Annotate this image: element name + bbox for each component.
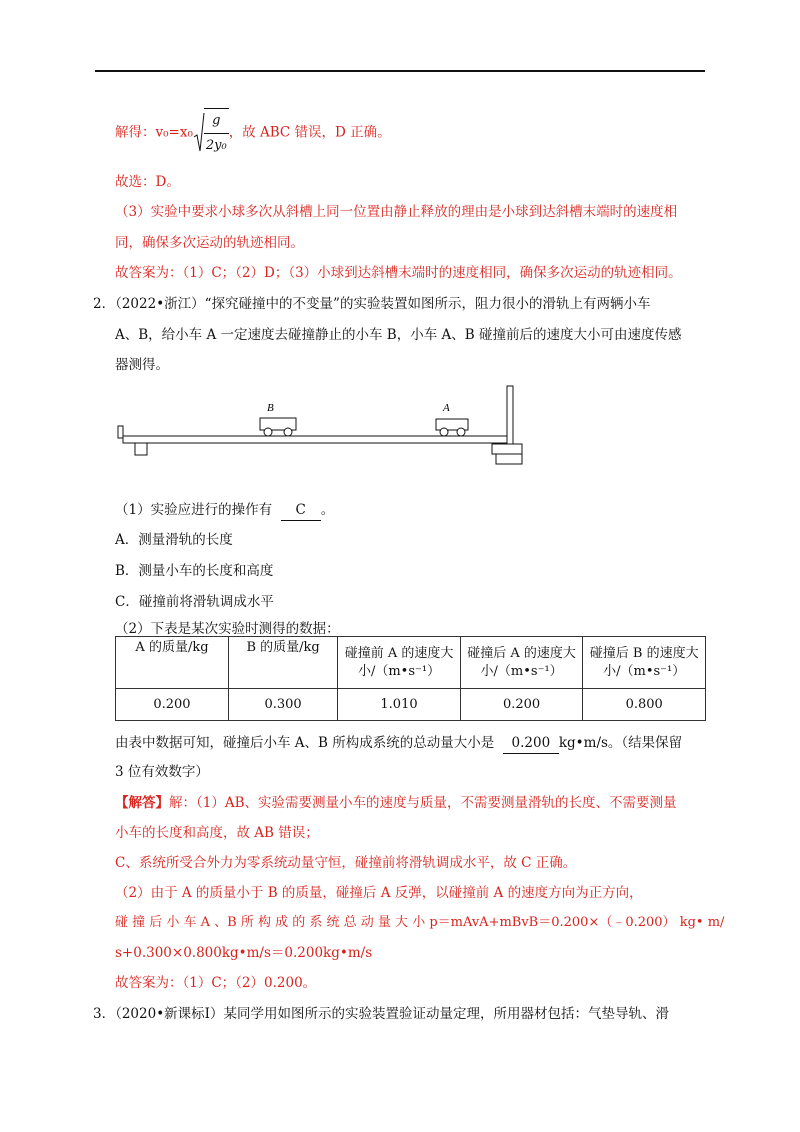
- table-cell: 0.300: [228, 689, 337, 721]
- cart-b-label: B: [267, 402, 274, 414]
- option-b: B．测量小车的长度和高度: [115, 563, 274, 579]
- question2-line2: A、B，给小车 A 一定速度去碰撞静止的小车 B，小车 A、B 碰撞前后的速度大小可由速度传感: [115, 327, 682, 343]
- table-cell: 1.010: [338, 689, 461, 721]
- left-end-stop: [118, 426, 123, 438]
- left-support: [135, 443, 147, 455]
- table-cell: 0.200: [460, 689, 583, 721]
- table-row: [116, 689, 706, 721]
- solution2-line7: 故答案为：（1）C；（2）0.200。: [115, 975, 317, 991]
- solution-tag: 【解答】: [115, 795, 169, 811]
- table-header-cell: 碰撞前 A 的速度大 小/（m•s⁻¹）: [338, 637, 461, 689]
- table-cell: 0.800: [583, 689, 706, 721]
- cart-a-label: A: [443, 402, 450, 414]
- question2-line3: 器测得。: [115, 357, 169, 373]
- frac-numerator: g: [204, 109, 229, 134]
- right-post: [507, 386, 513, 452]
- cart-b: [260, 402, 296, 436]
- data-table: [115, 636, 706, 721]
- solution1-answer: 故答案为：（1）C；（2）D；（3）小球到达斜槽末端时的速度相同，确保多次运动的轨迹相同。: [115, 265, 682, 281]
- solution2-line5: 碰 撞 后 小 车 A 、B 所 构 成 的 系 统 总 动 量 大 小 p＝mAvA+mBvB＝0.200×（﹣0.200） kg• m/: [115, 915, 725, 930]
- question2-sub2-line2: 3 位有效数字）: [115, 764, 209, 780]
- sub1-answer-blank: C: [281, 500, 321, 521]
- question2-sub2-line: 由表中数据可知，碰撞后小车 A、B 所构成系统的总动量大小是 0.200 kg•m/s。（结果保留: [115, 733, 682, 754]
- solution-formula: 解得：v₀=x₀ $\frac{g}{\text{2y₀}}$ ，故 ABC 错误，D 正确。: [115, 108, 391, 158]
- table-cell: 0.200: [116, 689, 229, 721]
- solution1-choose: 故选：D。: [115, 174, 180, 190]
- question2-sub1: （1）实验应进行的操作有 C 。: [115, 500, 334, 521]
- sqrt-expression: [193, 108, 229, 158]
- sub2-answer-blank: 0.200: [503, 733, 559, 754]
- table-header-cell: A 的质量/kg: [116, 637, 229, 689]
- solution2-line6: s+0.300×0.800kg•m/s＝0.200kg•m/s: [115, 945, 373, 961]
- track: [123, 436, 513, 443]
- solution1-p3-line1: （3）实验中要求小球多次从斜槽上同一位置由静止释放的理由是小球到达斜槽末端时的速度相: [115, 204, 678, 220]
- solution2-line2: 小车的长度和高度，故 AB 错误；: [115, 825, 319, 841]
- option-a: A．测量滑轨的长度: [115, 532, 233, 548]
- question3-line1: 3．（2020•新课标Ⅰ）某同学用如图所示的实验装置验证动量定理，所用器材包括：气垫导轨、滑: [93, 1006, 669, 1022]
- cart-a: [436, 402, 468, 436]
- header-rule: [95, 70, 705, 72]
- option-c: C．碰撞前将滑轨调成水平: [115, 594, 274, 610]
- solution2-line3: C、系统所受合外力为零系统动量守恒，碰撞前将滑轨调成水平，故 C 正确。: [115, 855, 577, 871]
- right-base: [492, 444, 522, 454]
- solution1-p3-line2: 同，确保多次运动的轨迹相同。: [115, 235, 304, 251]
- solution2-line4: （2）由于 A 的质量小于 B 的质量，碰撞后 A 反弹，以碰撞前 A 的速度方向为正方向，: [115, 885, 643, 901]
- table-header-cell: 碰撞后 B 的速度大 小/（m•s⁻¹）: [583, 637, 706, 689]
- table-header-cell: B 的质量/kg: [228, 637, 337, 689]
- table-header-row: [116, 637, 706, 689]
- table-header-cell: 碰撞后 A 的速度大 小/（m•s⁻¹）: [460, 637, 583, 689]
- right-base-foot: [496, 454, 522, 464]
- collision-apparatus-figure: [115, 380, 535, 472]
- question2-line1: 2．（2022•浙江）“探究碰撞中的不变量”的实验装置如图所示，阻力很小的滑轨上有两辆小车: [93, 296, 651, 312]
- question2-sub2-intro: （2）下表是某次实验时测得的数据：: [115, 621, 340, 637]
- frac-denominator: 2y₀: [205, 138, 227, 153]
- solution2-line1: 【解答】解：（1）AB、实验需要测量小车的速度与质量，不需要测量滑轨的长度、不需要测量: [115, 795, 677, 811]
